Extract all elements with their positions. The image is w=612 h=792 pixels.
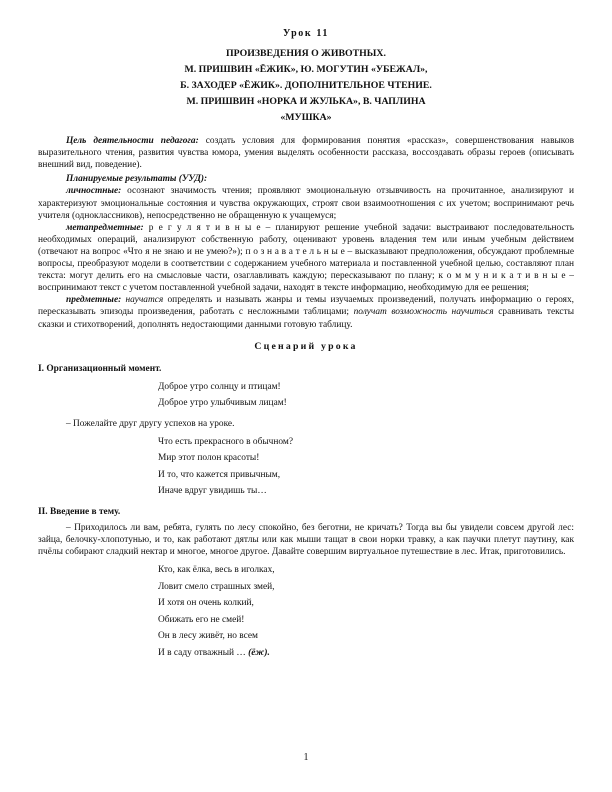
subject-results [38,294,574,330]
goal-paragraph [38,135,574,171]
personal-results [38,185,574,221]
poem-line: Он в лесу живёт, но всем [158,631,258,642]
poem-line: Кто, как ёлка, весь в иголках, [158,565,275,576]
poem-line: Доброе утро солнцу и птицам! [158,381,281,392]
subject-learn-text: определять и называть жанры и темы изучаемых произведений, получать информацию о героях, пересказывать эпизоды произведения, работать с несложными таблицами; [38,295,574,318]
cognitive-label: п о з н а в а т е л ь н ы е [245,246,345,257]
wish-paragraph: – Пожелайте друг другу успехов на уроке. [66,418,235,429]
title-line: «МУШКА» [280,112,332,124]
poem-line: И хотя он очень колкий, [158,598,254,609]
goal-label: Цель деятельности педагога: [66,136,199,147]
title-line: М. ПРИШВИН «ЁЖИК», Ю. МОГУТИН «УБЕЖАЛ», [184,64,428,76]
poem-line: И то, что кажется привычным, [158,469,281,480]
page-number: 1 [303,752,309,763]
subject-learn-label: научатся [125,295,164,306]
greeting-poem [158,379,574,412]
section-1-title-text: I. Организационный момент. [38,363,162,374]
personal-text: осознают значимость чтения; проявляют эмоциональную отзывчивость на прочитанное, анализируют и характеризуют эмоциональные состояния и чувства окружающих, строят свои взаимоотношения с их учетом; воспринимают речь учителя (одноклассников), непосредственно не обращенную к учащемуся; [38,186,574,221]
title-line: ПРОИЗВЕДЕНИЯ О ЖИВОТНЫХ. [226,48,386,60]
poem-line: Доброе утро улыбчивым лицам! [158,398,287,409]
results-heading [38,173,574,185]
section-1-title [38,363,574,375]
communicative-text: – воспринимают текст с учетом поставленной учебной задачи, находят в тексте информацию, необходимую для ее решения; [38,271,574,294]
poem-line: Что есть прекрасного в обычном? [158,436,294,447]
subject-label: предметные: [66,295,122,306]
regulatory-label: р е г у л я т и в н ы е [148,222,261,233]
poem-line: Обижать его не смей! [158,614,245,625]
section-2-title-text: II. Введение в тему. [38,506,121,517]
lesson-number: Урок 11 [283,28,329,39]
poem-line: Ловит смело страшных змей, [158,581,275,592]
section-2-title [38,506,574,518]
poem-line: Мир этот полон красоты! [158,453,260,464]
subject-chance-text: сравнивать тексты сказки и стихотворений, дополнять недостающими данными готовую таблицу. [38,307,574,330]
riddle-poem [158,562,574,661]
poem-line-last [158,645,574,662]
title-line: М. ПРИШВИН «НОРКА И ЖУЛЬКА», В. ЧАПЛИНА [186,96,426,108]
riddle-answer: (ёж). [248,647,270,658]
regulatory-text: – планируют решение учебной задачи: выстраивают последовательность необходимых операций, анализируют собственную работу, оценивают уровень владения тем или иным учебным действием (отвечают на вопрос «Что я не знаю и не умею?»); [38,222,575,257]
intro-paragraph: – Приходилось ли вам, ребята, гулять по лесу спокойно, без беготни, не кричать? Тогда вы бы увидели совсем другой лес: зайца, белочку-хлопотунью, и то, как работают дятлы или как мыши тащат в свои норки травку, а как паучки плетут паутину, как пчёлы собирают сладкий нектар и многое, многое другое. Давайте совершим виртуальное путешествие в лес. Итак, приготовились. [38,522,574,558]
meta-label: метапредметные: [66,222,144,233]
beauty-poem [158,434,574,500]
poem-line-text: И в саду отважный … [158,647,246,658]
lesson-title [38,46,574,126]
subject-chance-label: получат возможность научиться [353,307,494,318]
cognitive-text: – высказывают предположения, обсуждают проблемные вопросы, преобразуют модели в соответствии с содержанием учебного материала и поставленной учебной целью, составляют план текста: могут делить его на смысловые части, озаглавливать каждую; пересказывают по плану; [38,246,574,282]
poem-line: Иначе вдруг увидишь ты… [158,486,267,497]
title-line: Б. ЗАХОДЕР «ЁЖИК». ДОПОЛНИТЕЛЬНОЕ ЧТЕНИЕ. [180,80,432,92]
document-content [38,28,574,667]
communicative-label: к о м м у н и к а т и в н ы е [438,271,566,282]
meta-results [38,222,574,295]
scenario-heading: Сценарий урока [254,340,358,352]
results-heading-text: Планируемые результаты (УУД): [66,174,208,185]
personal-label: личностные: [66,186,122,197]
goal-text: создать условия для формирования понятия «рассказ», совершенствования навыков выразительного чтения, развития чувства юмора, умения выделять особенности рассказа, воссоздавать образы героев (описывать внешний вид, поведение). [38,136,574,171]
